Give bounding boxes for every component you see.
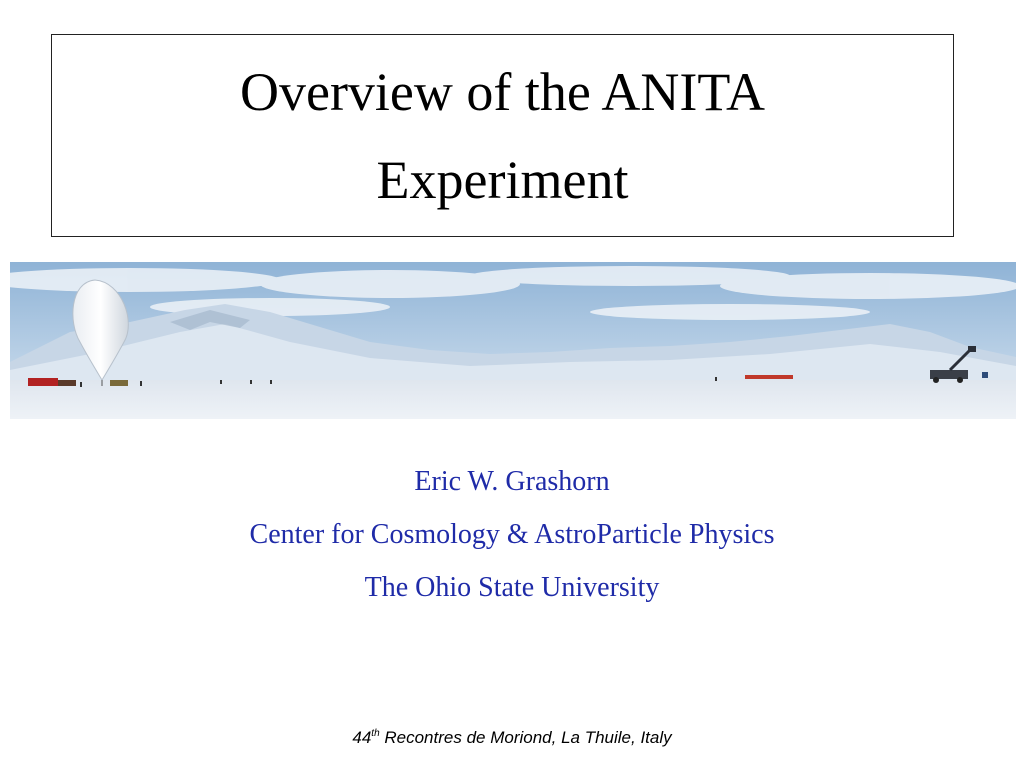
affiliation-center: Center for Cosmology & AstroParticle Physics	[249, 519, 775, 550]
footer-number: 44	[352, 728, 372, 747]
slide-title-line-2: Experiment	[376, 149, 629, 210]
title-box	[51, 34, 954, 237]
author-name: Eric W. Grashorn	[414, 466, 610, 497]
antarctic-panorama-image	[10, 262, 1016, 419]
affiliation-university: The Ohio State University	[364, 572, 660, 603]
slide-title-line-1: Overview of the ANITA	[239, 61, 766, 122]
footer-superscript: th	[371, 728, 380, 739]
conference-footer	[0, 728, 1024, 748]
footer-text: Recontres de Moriond, La Thuile, Italy	[379, 728, 672, 747]
author-block	[0, 455, 1024, 614]
